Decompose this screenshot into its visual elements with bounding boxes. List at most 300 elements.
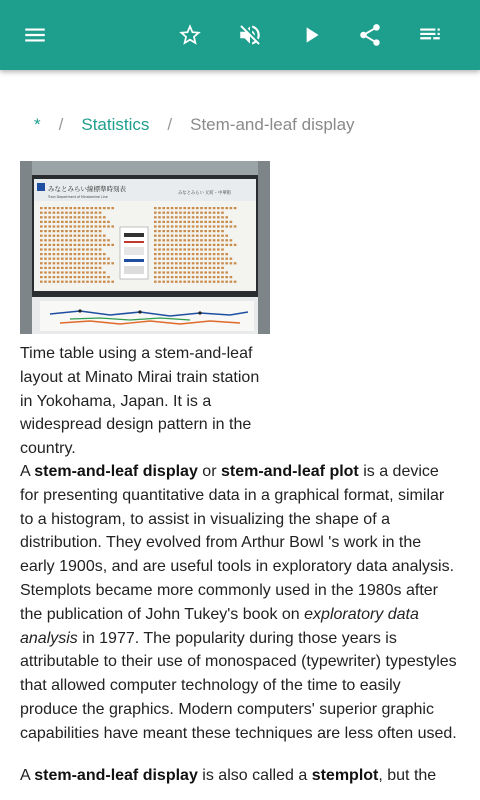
timetable-entry: [179, 212, 182, 214]
timetable-entry: [48, 207, 51, 209]
timetable-entry: [175, 271, 178, 273]
timetable-entry: [162, 258, 165, 260]
sign-subtitle: Train Department of Minatomirai Line: [48, 195, 108, 199]
timetable-entry: [154, 235, 157, 237]
timetable-entry: [69, 281, 72, 283]
timetable-entry: [221, 239, 224, 241]
timetable-entry: [221, 281, 224, 283]
timetable-entry: [192, 244, 195, 246]
timetable-entry: [57, 276, 60, 278]
timetable-entry: [230, 239, 233, 241]
timetable-entry: [179, 235, 182, 237]
timetable-entry: [204, 207, 207, 209]
timetable-entry: [188, 276, 191, 278]
text-run: A: [20, 463, 35, 480]
timetable-entry: [196, 235, 199, 237]
timetable-entry: [107, 207, 110, 209]
timetable-entry: [95, 239, 98, 241]
timetable-entry: [192, 212, 195, 214]
timetable-entry: [40, 253, 43, 255]
timetable-entry: [167, 262, 170, 264]
timetable-entry: [179, 248, 182, 250]
timetable-entry: [69, 262, 72, 264]
timetable-entry: [200, 271, 203, 273]
timetable-entry: [204, 276, 207, 278]
timetable-entry: [167, 276, 170, 278]
timetable-entry: [183, 267, 186, 269]
timetable-entry: [48, 235, 51, 237]
timetable-entry: [53, 230, 56, 232]
timetable-entry: [167, 244, 170, 246]
timetable-entry: [111, 207, 114, 209]
timetable-entry: [200, 262, 203, 264]
timetable-entry: [53, 225, 56, 227]
timetable-entry: [78, 212, 81, 214]
timetable-entry: [200, 235, 203, 237]
timetable-entry: [61, 262, 64, 264]
breadcrumb-category[interactable]: Statistics: [81, 115, 150, 134]
timetable-entry: [192, 248, 195, 250]
timetable-entry: [188, 225, 191, 227]
timetable-entry: [40, 276, 43, 278]
timetable-entry: [69, 221, 72, 223]
timetable-entry: [99, 216, 102, 218]
timetable-entry: [213, 239, 216, 241]
timetable-entry: [162, 276, 165, 278]
timetable-entry: [40, 267, 43, 269]
timetable-entry: [171, 207, 174, 209]
timetable-entry: [209, 244, 212, 246]
timetable-entry: [167, 239, 170, 241]
timetable-entry: [175, 244, 178, 246]
timetable-entry: [40, 235, 43, 237]
timetable-entry: [196, 239, 199, 241]
timetable-entry: [200, 281, 203, 283]
breadcrumb-root[interactable]: *: [34, 115, 41, 134]
timetable-entry: [69, 258, 72, 260]
timetable-entry: [74, 216, 77, 218]
timetable-entry: [234, 281, 237, 283]
timetable-entry: [175, 267, 178, 269]
timetable-entry: [217, 230, 220, 232]
timetable-entry: [103, 216, 106, 218]
timetable-entry: [95, 244, 98, 246]
timetable-entry: [40, 216, 43, 218]
timetable-entry: [65, 262, 68, 264]
timetable-entry: [221, 216, 224, 218]
timetable-entry: [65, 267, 68, 269]
timetable-entry: [188, 267, 191, 269]
timetable-entry: [175, 281, 178, 283]
timetable-entry: [188, 216, 191, 218]
timetable-entry: [204, 271, 207, 273]
timetable-entry: [230, 276, 233, 278]
timetable-entry: [82, 271, 85, 273]
timetable-entry: [103, 221, 106, 223]
timetable-entry: [107, 221, 110, 223]
timetable-entry: [44, 281, 47, 283]
timetable-entry: [213, 221, 216, 223]
timetable-entry: [65, 239, 68, 241]
timetable-entry: [209, 239, 212, 241]
timetable-entry: [225, 239, 228, 241]
timetable-entry: [44, 271, 47, 273]
timetable-entry: [209, 248, 212, 250]
timetable-entry: [209, 225, 212, 227]
timetable-entry: [234, 225, 237, 227]
timetable-entry: [65, 212, 68, 214]
timetable-entry: [200, 244, 203, 246]
timetable-entry: [209, 212, 212, 214]
timetable-entry: [53, 221, 56, 223]
timetable-entry: [95, 225, 98, 227]
timetable-entry: [61, 271, 64, 273]
timetable-entry: [183, 276, 186, 278]
breadcrumb: [34, 112, 355, 138]
timetable-entry: [200, 225, 203, 227]
timetable-entry: [90, 207, 93, 209]
text-run: is also called a: [197, 766, 312, 784]
term-bold: stem-and-leaf display: [34, 463, 198, 480]
timetable-entry: [162, 271, 165, 273]
timetable-entry: [179, 267, 182, 269]
timetable-entry: [217, 253, 220, 255]
timetable-entry: [192, 276, 195, 278]
timetable-entry: [65, 258, 68, 260]
timetable-entry: [82, 258, 85, 260]
timetable-entry: [154, 244, 157, 246]
timetable-entry: [44, 207, 47, 209]
timetable-entry: [162, 212, 165, 214]
timetable-entry: [74, 212, 77, 214]
timetable-entry: [183, 281, 186, 283]
timetable-entry: [179, 258, 182, 260]
timetable-entry: [111, 281, 114, 283]
timetable-entry: [65, 225, 68, 227]
timetable-entry: [221, 258, 224, 260]
timetable-entry: [221, 230, 224, 232]
timetable-entry: [99, 253, 102, 255]
timetable-entry: [107, 258, 110, 260]
timetable-entry: [99, 239, 102, 241]
timetable-entry: [78, 258, 81, 260]
timetable-entry: [103, 244, 106, 246]
timetable-entry: [234, 244, 237, 246]
menu-button[interactable]: [11, 11, 59, 59]
timetable-entry: [44, 235, 47, 237]
timetable-entry: [95, 230, 98, 232]
timetable-entry: [99, 248, 102, 250]
timetable-entry: [162, 248, 165, 250]
timetable-entry: [154, 267, 157, 269]
timetable-entry: [221, 244, 224, 246]
timetable-entry: [53, 281, 56, 283]
timetable-entry: [48, 225, 51, 227]
timetable-entry: [183, 207, 186, 209]
timetable-entry: [154, 262, 157, 264]
figure-caption: Time table using a stem-and-leaf layout at Minato Mirai train station in Yokohama, Japan. It is a widespread design pattern in the country.: [20, 345, 260, 458]
timetable-entry: [40, 230, 43, 232]
timetable-photo[interactable]: [20, 161, 270, 334]
timetable-entry: [209, 258, 212, 260]
timetable-entry: [175, 225, 178, 227]
timetable-entry: [158, 207, 161, 209]
timetable-entry: [209, 281, 212, 283]
timetable-entry: [204, 235, 207, 237]
timetable-entry: [175, 230, 178, 232]
timetable-entry: [221, 212, 224, 214]
timetable-entry: [86, 221, 89, 223]
timetable-entry: [82, 221, 85, 223]
text-run: is a device for presenting quantitative data in a graphical format, similar to a histogram, to assist in visualizing the shape of a distribution. They evolved from Arthur Bowl 's work in the early 1900s, and are useful tools in exploratory data analysis. Stemplots became more commonly used in the 1980s after the publication of John Tukey's book on: [20, 463, 455, 623]
timetable-entry: [90, 262, 93, 264]
timetable-entry: [188, 262, 191, 264]
timetable-entry: [78, 276, 81, 278]
timetable-entry: [179, 239, 182, 241]
timetable-entry: [78, 221, 81, 223]
timetable-entry: [90, 212, 93, 214]
text-run: , but the: [378, 766, 437, 784]
timetable-entry: [61, 216, 64, 218]
timetable-entry: [158, 225, 161, 227]
timetable-entry: [204, 212, 207, 214]
timetable-entry: [78, 207, 81, 209]
timetable-entry: [95, 271, 98, 273]
timetable-entry: [61, 225, 64, 227]
timetable-entry: [57, 221, 60, 223]
timetable-entry: [69, 216, 72, 218]
timetable-entry: [230, 281, 233, 283]
timetable-entry: [48, 244, 51, 246]
timetable-entry: [95, 267, 98, 269]
timetable-entry: [40, 281, 43, 283]
timetable-entry: [204, 248, 207, 250]
timetable-entry: [86, 235, 89, 237]
timetable-entry: [213, 281, 216, 283]
timetable-entry: [74, 271, 77, 273]
timetable-entry: [188, 212, 191, 214]
timetable-entry: [167, 216, 170, 218]
timetable-entry: [99, 258, 102, 260]
timetable-entry: [221, 248, 224, 250]
timetable-entry: [213, 207, 216, 209]
timetable-entry: [95, 221, 98, 223]
timetable-entry: [103, 281, 106, 283]
timetable-entry: [99, 267, 102, 269]
timetable-entry: [82, 239, 85, 241]
timetable-entry: [183, 239, 186, 241]
timetable-entry: [175, 258, 178, 260]
timetable-entry: [82, 248, 85, 250]
timetable-entry: [82, 262, 85, 264]
timetable-entry: [82, 207, 85, 209]
timetable-entry: [44, 230, 47, 232]
timetable-entry: [196, 244, 199, 246]
timetable-entry: [213, 276, 216, 278]
timetable-entry: [57, 271, 60, 273]
timetable-entry: [225, 244, 228, 246]
timetable-entry: [103, 253, 106, 255]
timetable-entry: [40, 212, 43, 214]
timetable-entry: [183, 253, 186, 255]
timetable-entry: [225, 225, 228, 227]
timetable-entry: [107, 262, 110, 264]
timetable-entry: [78, 253, 81, 255]
timetable-entry: [158, 212, 161, 214]
text-run: A: [20, 766, 35, 784]
timetable-entry: [99, 235, 102, 237]
timetable-entry: [154, 248, 157, 250]
timetable-entry: [90, 253, 93, 255]
timetable-entry: [175, 253, 178, 255]
timetable-entry: [217, 216, 220, 218]
timetable-entry: [179, 271, 182, 273]
timetable-entry: [188, 271, 191, 273]
timetable-entry: [65, 216, 68, 218]
timetable-entry: [209, 253, 212, 255]
timetable-entry: [192, 230, 195, 232]
timetable-entry: [158, 276, 161, 278]
timetable-entry: [48, 267, 51, 269]
timetable-entry: [225, 207, 228, 209]
timetable-entry: [78, 239, 81, 241]
timetable-entry: [196, 271, 199, 273]
timetable-entry: [78, 267, 81, 269]
timetable-entry: [57, 212, 60, 214]
timetable-entry: [95, 235, 98, 237]
timetable-entry: [48, 230, 51, 232]
timetable-entry: [204, 225, 207, 227]
timetable-entry: [179, 253, 182, 255]
timetable-entry: [200, 258, 203, 260]
timetable-entry: [217, 267, 220, 269]
timetable-entry: [154, 253, 157, 255]
timetable-entry: [213, 212, 216, 214]
play-icon: [298, 22, 324, 48]
timetable-entry: [167, 258, 170, 260]
timetable-entry: [225, 216, 228, 218]
timetable-entry: [221, 271, 224, 273]
timetable-entry: [175, 276, 178, 278]
term-bold: stem-and-leaf display: [34, 766, 198, 784]
timetable-entry: [200, 267, 203, 269]
timetable-entry: [57, 258, 60, 260]
timetable-entry: [95, 258, 98, 260]
timetable-entry: [154, 258, 157, 260]
timetable-entry: [179, 276, 182, 278]
timetable-entry: [167, 253, 170, 255]
timetable-entry: [57, 244, 60, 246]
timetable-entry: [209, 207, 212, 209]
timetable-entry: [61, 235, 64, 237]
timetable-entry: [230, 207, 233, 209]
timetable-entry: [69, 230, 72, 232]
timetable-entry: [171, 230, 174, 232]
article-body: [20, 460, 460, 787]
timetable-entry: [225, 262, 228, 264]
timetable-entry: [44, 276, 47, 278]
timetable-entry: [225, 258, 228, 260]
term-italic: exploratory data analysis: [20, 605, 419, 647]
timetable-entry: [95, 262, 98, 264]
share-button[interactable]: [346, 11, 394, 59]
timetable-entry: [188, 244, 191, 246]
timetable-entry: [48, 248, 51, 250]
timetable-entry: [158, 244, 161, 246]
timetable-entry: [167, 267, 170, 269]
timetable-entry: [196, 225, 199, 227]
timetable-entry: [44, 262, 47, 264]
timetable-entry: [213, 271, 216, 273]
timetable-entry: [192, 258, 195, 260]
timetable-entry: [90, 281, 93, 283]
timetable-entry: [200, 253, 203, 255]
timetable-entry: [44, 267, 47, 269]
timetable-entry: [209, 262, 212, 264]
timetable-entry: [230, 221, 233, 223]
timetable-entry: [103, 225, 106, 227]
timetable-entry: [90, 267, 93, 269]
timetable-entry: [82, 235, 85, 237]
timetable-entry: [167, 271, 170, 273]
timetable-entry: [40, 239, 43, 241]
timetable-entry: [44, 225, 47, 227]
timetable-entry: [74, 225, 77, 227]
timetable-entry: [200, 276, 203, 278]
timetable-entry: [209, 216, 212, 218]
timetable-entry: [74, 235, 77, 237]
timetable-entry: [213, 262, 216, 264]
mute-button[interactable]: [226, 11, 274, 59]
play-button[interactable]: [287, 11, 335, 59]
timetable-entry: [230, 258, 233, 260]
timetable-entry: [225, 281, 228, 283]
timetable-entry: [82, 230, 85, 232]
timetable-entry: [217, 276, 220, 278]
timetable-entry: [183, 230, 186, 232]
timetable-entry: [204, 230, 207, 232]
timetable-entry: [69, 225, 72, 227]
timetable-entry: [82, 267, 85, 269]
timetable-entry: [65, 248, 68, 250]
timetable-entry: [200, 230, 203, 232]
timetable-entry: [61, 212, 64, 214]
timetable-entry: [99, 262, 102, 264]
timetable-entry: [111, 244, 114, 246]
timetable-entry: [175, 248, 178, 250]
timetable-entry: [69, 212, 72, 214]
timetable-entry: [154, 239, 157, 241]
timetable-entry: [154, 271, 157, 273]
timetable-entry: [162, 253, 165, 255]
timetable-entry: [154, 276, 157, 278]
timetable-entry: [99, 276, 102, 278]
timetable-entry: [154, 281, 157, 283]
timetable-entry: [217, 281, 220, 283]
timetable-entry: [82, 276, 85, 278]
timetable-entry: [200, 207, 203, 209]
timetable-entry: [230, 225, 233, 227]
timetable-entry: [74, 276, 77, 278]
timetable-entry: [171, 248, 174, 250]
sign-destination: みなとみらい 元町・中華街: [178, 191, 231, 196]
timetable-entry: [57, 248, 60, 250]
timetable-entry: [158, 281, 161, 283]
playlist-button[interactable]: [406, 11, 454, 59]
timetable-entry: [86, 253, 89, 255]
timetable-entry: [200, 212, 203, 214]
favorite-button[interactable]: [166, 11, 214, 59]
